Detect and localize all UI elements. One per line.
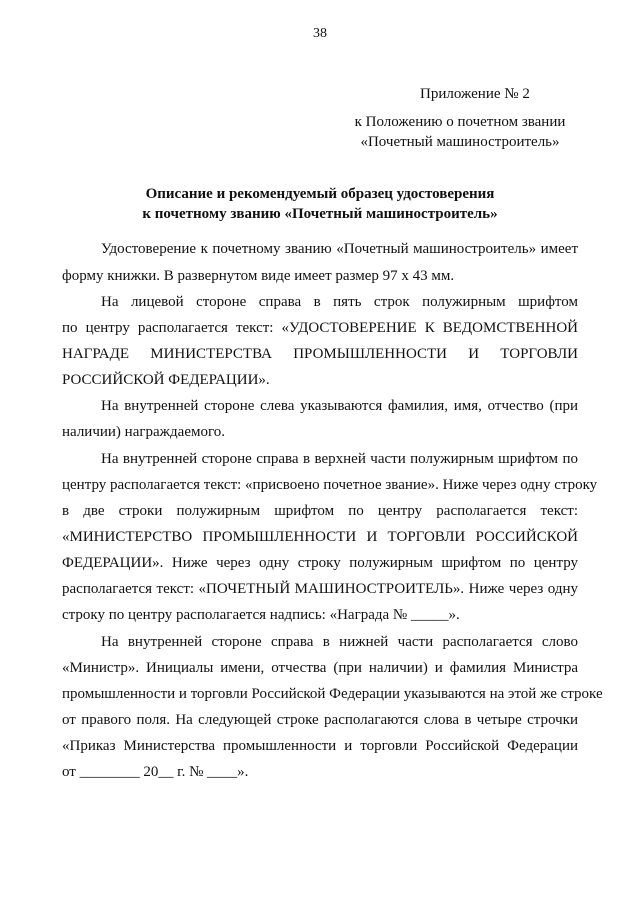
appendix-subtitle-line: к Положению о почетном звании bbox=[354, 114, 566, 130]
body-text-line: наличии) награждаемого. bbox=[62, 424, 226, 440]
body-text-line: ФЕДЕРАЦИИ». Ниже через одну строку полужирным шрифтом по центру bbox=[62, 555, 578, 571]
body-text-line: форму книжки. В развернутом виде имеет размер 97 х 43 мм. bbox=[62, 268, 455, 284]
document-title-line: Описание и рекомендуемый образец удостоверения bbox=[145, 186, 495, 202]
document-title-line: к почетному званию «Почетный машиностроитель» bbox=[142, 206, 498, 222]
body-text-line: промышленности и торговли Российской Федерации указываются на этой же строке bbox=[62, 686, 603, 702]
body-text-line: «Министр». Инициалы имени, отчества (при наличии) и фамилия Министра bbox=[62, 660, 578, 676]
body-text-line: располагается текст: «ПОЧЕТНЫЙ МАШИНОСТРОИТЕЛЬ». Ниже через одну bbox=[62, 581, 578, 597]
page-number: 38 bbox=[313, 26, 327, 41]
body-text-line: На внутренней стороне справа в верхней части полужирным шрифтом по bbox=[101, 451, 578, 467]
body-text-line: от ________ 20__ г. № ____». bbox=[62, 764, 249, 780]
body-text-line: РОССИЙСКОЙ ФЕДЕРАЦИИ». bbox=[62, 372, 270, 388]
body-text-line: центру располагается текст: «присвоено почетное звание». Ниже через одну строку bbox=[62, 477, 598, 493]
body-text-line: в две строки полужирным шрифтом по центру располагается текст: bbox=[62, 503, 578, 519]
body-text-line: от правого поля. На следующей строке располагаются слова в четыре строчки bbox=[62, 712, 578, 728]
body-text-line: строку по центру располагается надпись: «Награда № _____». bbox=[62, 607, 460, 623]
body-text-line: «МИНИСТЕРСТВО ПРОМЫШЛЕННОСТИ И ТОРГОВЛИ РОССИЙСКОЙ bbox=[62, 529, 578, 545]
document-title bbox=[40, 184, 600, 224]
appendix-title: Приложение № 2 bbox=[420, 86, 530, 102]
body-text-line: по центру располагается текст: «УДОСТОВЕРЕНИЕ К ВЕДОМСТВЕННОЙ bbox=[62, 320, 578, 336]
body-text-line: На внутренней стороне слева указываются фамилия, имя, отчество (при bbox=[101, 398, 578, 414]
body-text-line: «Приказ Министерства промышленности и торговли Российской Федерации bbox=[62, 738, 578, 754]
body-text-line: На лицевой стороне справа в пять строк полужирным шрифтом bbox=[101, 294, 578, 310]
body-text-line: На внутренней стороне справа в нижней части располагается слово bbox=[101, 634, 578, 650]
appendix-subtitle-line: «Почетный машиностроитель» bbox=[360, 134, 560, 150]
body-text-line: Удостоверение к почетному званию «Почетный машиностроитель» имеет bbox=[101, 241, 578, 257]
body-text-line: НАГРАДЕ МИНИСТЕРСТВА ПРОМЫШЛЕННОСТИ И ТОРГОВЛИ bbox=[62, 346, 578, 362]
